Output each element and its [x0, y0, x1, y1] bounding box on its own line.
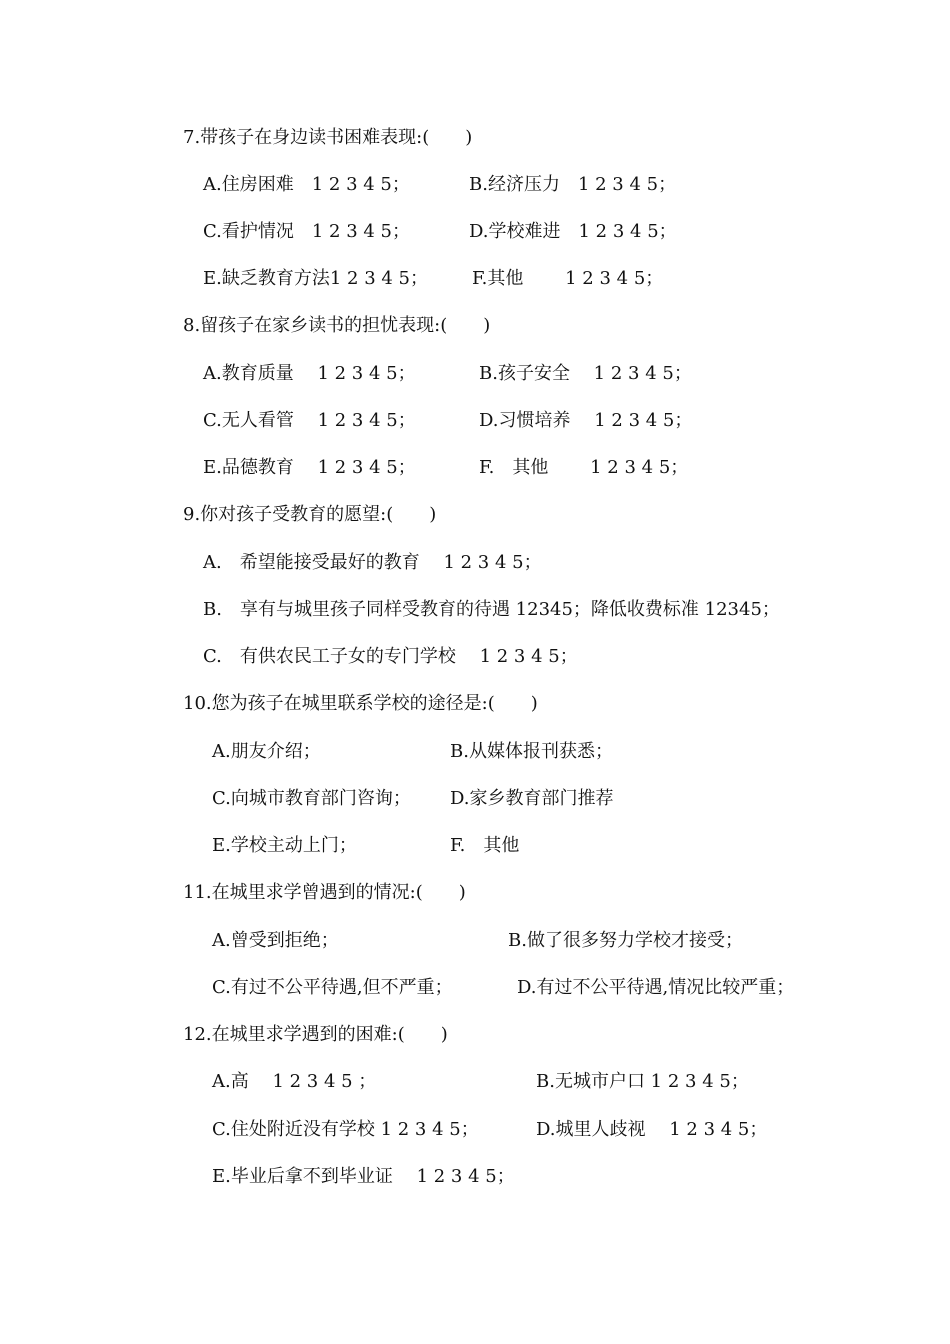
- q9-option-a: A. 希望能接受最好的教育 1 2 3 4 5；: [203, 552, 542, 573]
- question-11-title: 11.在城里求学曾遇到的情况:( ): [183, 882, 466, 903]
- question-12-title: 12.在城里求学遇到的困难:( ): [183, 1024, 448, 1045]
- q11-option-a: A.曾受到拒绝；: [212, 930, 339, 951]
- question-7-title: 7.带孩子在身边读书困难表现:( ): [183, 127, 473, 148]
- q8-option-a: A.教育质量 1 2 3 4 5；: [203, 363, 416, 384]
- q8-option-f: F. 其他 1 2 3 4 5；: [479, 457, 689, 478]
- question-8-title: 8.留孩子在家乡读书的担忧表现:( ): [183, 315, 491, 336]
- q12-option-c: C.住处附近没有学校 1 2 3 4 5；: [212, 1119, 479, 1140]
- question-9-title: 9.你对孩子受教育的愿望:( ): [183, 504, 437, 525]
- q10-option-e: E.学校主动上门；: [212, 835, 357, 856]
- q7-option-e: E.缺乏教育方法1 2 3 4 5；: [203, 268, 429, 289]
- q12-option-e: E.毕业后拿不到毕业证 1 2 3 4 5；: [212, 1166, 515, 1187]
- q9-option-c: C. 有供农民工子女的专门学校 1 2 3 4 5；: [203, 646, 578, 667]
- q8-option-d: D.习惯培养 1 2 3 4 5；: [479, 410, 693, 431]
- q7-option-f: F.其他 1 2 3 4 5；: [472, 268, 664, 289]
- q7-option-d: D.学校难进 1 2 3 4 5；: [469, 221, 677, 242]
- q12-option-a: A.高 1 2 3 4 5 ；: [212, 1071, 377, 1092]
- q9-option-b: B. 享有与城里孩子同样受教育的待遇 12345；降低收费标准 12345；: [203, 599, 780, 620]
- q7-option-b: B.经济压力 1 2 3 4 5；: [469, 174, 677, 195]
- q7-option-a: A.住房困难 1 2 3 4 5；: [203, 174, 410, 195]
- q12-option-d: D.城里人歧视 1 2 3 4 5；: [536, 1119, 768, 1140]
- question-10-title: 10.您为孩子在城里联系学校的途径是:( ): [183, 693, 538, 714]
- q11-option-d: D.有过不公平待遇,情况比较严重；: [517, 977, 795, 998]
- q8-option-b: B.孩子安全 1 2 3 4 5；: [479, 363, 692, 384]
- q12-option-b: B.无城市户口 1 2 3 4 5；: [536, 1071, 749, 1092]
- q10-option-a: A.朋友介绍；: [212, 741, 321, 762]
- q8-option-e: E.品德教育 1 2 3 4 5；: [203, 457, 416, 478]
- q10-option-f: F. 其他: [450, 835, 520, 856]
- q10-option-b: B.从媒体报刊获悉；: [450, 741, 613, 762]
- q8-option-c: C.无人看管 1 2 3 4 5；: [203, 410, 416, 431]
- q7-option-c: C.看护情况 1 2 3 4 5；: [203, 221, 410, 242]
- q11-option-c: C.有过不公平待遇,但不严重；: [212, 977, 453, 998]
- q10-option-d: D.家乡教育部门推荐: [450, 788, 614, 809]
- q11-option-b: B.做了很多努力学校才接受；: [508, 930, 743, 951]
- q10-option-c: C.向城市教育部门咨询；: [212, 788, 411, 809]
